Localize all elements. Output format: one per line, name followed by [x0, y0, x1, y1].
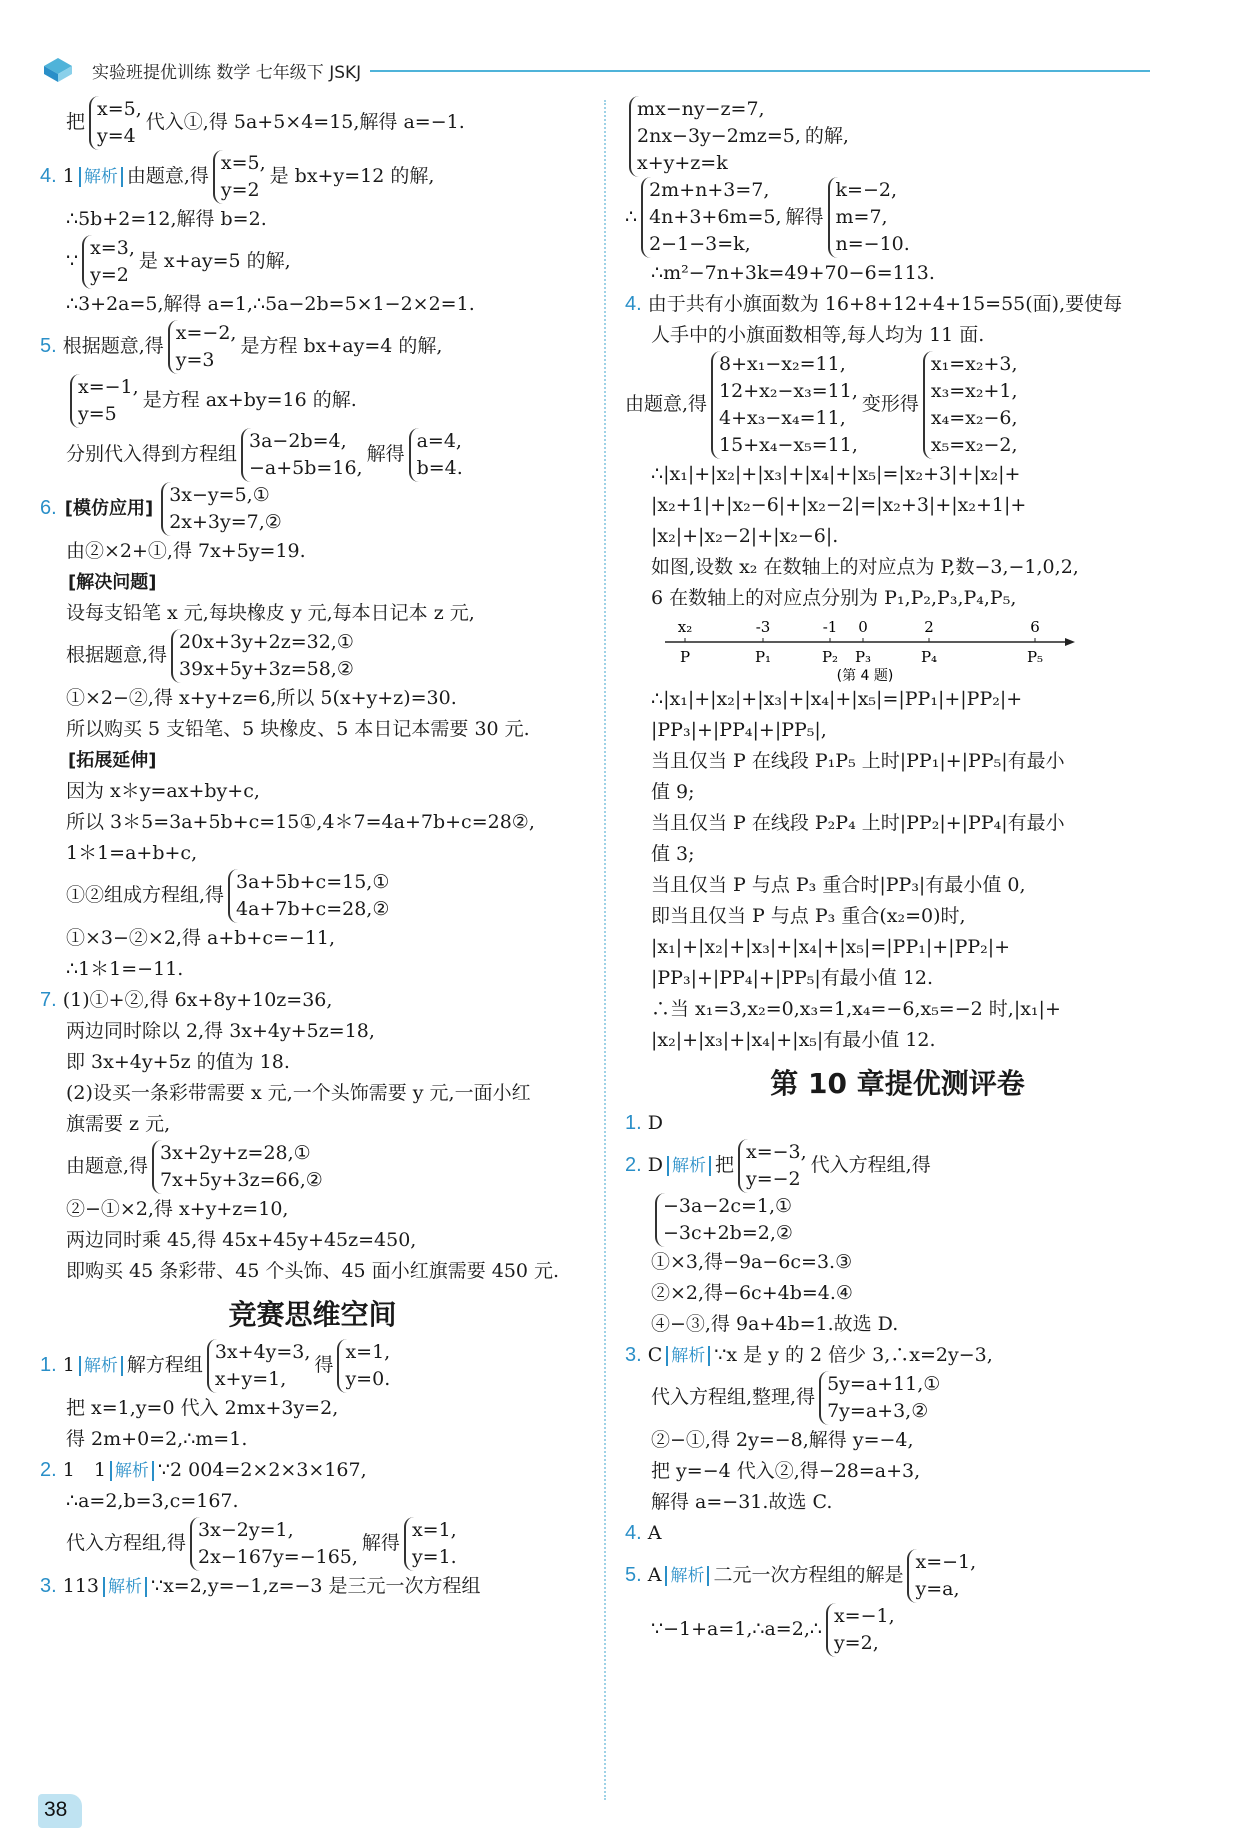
answer-text: 由②×2+①,得 7x+5y=19. [66, 540, 306, 562]
analysis-tag: 解析 [667, 1156, 711, 1176]
equation-line: n=−10. [835, 233, 910, 255]
item-number: 4. [625, 293, 642, 315]
equation-system [655, 1193, 793, 1247]
answer-text: 是 bx+y=12 的解, [269, 165, 435, 187]
answer-line [625, 1278, 1170, 1309]
book-logo-icon [40, 52, 76, 86]
equation-line: 20x+3y+2z=32,① [179, 631, 354, 653]
answer-text: 解得 [785, 205, 824, 228]
answer-text: 人手中的小旗面数相等,每人均为 11 面. [651, 324, 985, 346]
item-number: 2. [625, 1154, 642, 1176]
page-number: 38 [44, 1798, 68, 1821]
answer-line [40, 776, 585, 807]
answer-text: 所以 3＊5=3a+5b+c=15①,4＊7=4a+7b+c=28②, [66, 811, 535, 833]
answer-text: 值 3; [651, 843, 695, 865]
equation-line: x+y+z=k [637, 152, 728, 174]
answer-text: 当且仅当 P 在线段 P₁P₅ 上时|PP₁|+|PP₅|有最小 [651, 750, 1065, 772]
equation-line: x+y=1, [214, 1368, 287, 1390]
equation-line: 15+x₄−x₅=11, [719, 434, 858, 456]
answer-text: ②−①×2,得 x+y+z=10, [66, 1198, 289, 1220]
answer-line [625, 320, 1170, 351]
answer-text: 把 y=−4 代入②,得−28=a+3, [651, 1460, 921, 1482]
answer-line [625, 1025, 1170, 1056]
answer-line [40, 1486, 585, 1517]
equation-line: x=5, [220, 152, 266, 174]
answer-line [625, 932, 1170, 963]
answer-line [40, 289, 585, 320]
equation-system [207, 1339, 311, 1393]
answer-line [40, 1393, 585, 1424]
answer-line [625, 289, 1170, 320]
equation-line: a=4, [416, 430, 462, 452]
answer-text: 所以购买 5 支铅笔、5 块橡皮、5 本日记本需要 30 元. [66, 718, 530, 740]
equation-line: 3a+5b+c=15,① [236, 871, 390, 893]
item-number: 6. [40, 497, 57, 519]
answer-text: 二元一次方程组的解是 [713, 1564, 904, 1586]
equation-line: −3c+2b=2,② [663, 1222, 793, 1244]
answer-line [625, 746, 1170, 777]
answer-line [40, 96, 585, 150]
answer-text: 解得 a=−31.故选 C. [651, 1491, 833, 1513]
answer-line [625, 1603, 1170, 1657]
solution-system [828, 177, 910, 258]
item-number: 1. [625, 1112, 642, 1134]
answer-text: ∵−1+a=1,∴a=2,∴ [651, 1618, 822, 1640]
equation-system [819, 1371, 940, 1425]
equation-line: 4+x₃−x₄=11, [719, 407, 846, 429]
answer-text: 6 在数轴上的对应点分别为 P₁,P₂,P₃,P₄,P₅, [651, 587, 1017, 609]
answer-text: 1 [62, 1354, 75, 1376]
equation-system [168, 320, 237, 374]
arrow-right-icon [1065, 638, 1075, 646]
answer-text: ∴3+2a=5,解得 a=1,∴5a−2b=5×1−2×2=1. [66, 293, 475, 315]
equation-line: y=1. [411, 1546, 457, 1568]
answer-text: 即购买 45 条彩带、45 个头饰、45 面小红旗需要 450 元. [66, 1260, 560, 1282]
answer-text: |x₂+1|+|x₂−6|+|x₂−2|=|x₂+3|+|x₂+1|+ [651, 494, 1027, 516]
answer-line [625, 808, 1170, 839]
answer-text: D [647, 1154, 663, 1176]
equation-system [171, 629, 354, 683]
equation-line: x=−1, [78, 376, 139, 398]
answer-line [625, 1425, 1170, 1456]
answer-text: ②×2,得−6c+4b=4.④ [651, 1282, 853, 1304]
equation-line: 4n+3+6m=5, [649, 206, 782, 228]
answer-line [40, 567, 585, 598]
answer-line [625, 1340, 1170, 1371]
answer-line [625, 351, 1170, 459]
answer-line [40, 536, 585, 567]
answer-text: 两边同时乘 45,得 45x+45y+45z=450, [66, 1229, 417, 1251]
answer-text: 1 1 [62, 1459, 106, 1481]
answer-text: ∴m²−7n+3k=49+70−6=113. [651, 262, 935, 284]
answer-text: 当且仅当 P 在线段 P₂P₄ 上时|PP₂|+|PP₄|有最小 [651, 812, 1065, 834]
answer-text: |PP₃|+|PP₄|+|PP₅|, [651, 719, 827, 741]
answer-line [625, 777, 1170, 808]
answer-text: ①×3,得−9a−6c=3.③ [651, 1251, 853, 1273]
tick-label: -3 [755, 618, 771, 636]
answer-text: ①②组成方程组,得 [66, 884, 225, 906]
answer-text: 值 9; [651, 781, 695, 803]
answer-text: |x₂|+|x₂−2|+|x₂−6|. [651, 525, 839, 547]
tick-label: 0 [858, 618, 868, 636]
answer-line [40, 1047, 585, 1078]
page-number-badge [38, 1794, 82, 1828]
left-column [40, 96, 585, 1602]
answer-text: |PP₃|+|PP₄|+|PP₅|有最小值 12. [651, 967, 934, 989]
answer-line [625, 96, 1170, 177]
answer-text: C [647, 1344, 663, 1366]
equation-line: y=2 [220, 179, 260, 201]
item-number: 4. [625, 1522, 642, 1544]
answer-text: 解方程组 [126, 1354, 203, 1376]
solution-system [409, 428, 463, 482]
answer-line [625, 459, 1170, 490]
answer-line [625, 521, 1170, 552]
equation-line: 2x−167y=−165, [198, 1546, 358, 1568]
equation-system [70, 374, 139, 428]
equation-line: 3a−2b=4, [249, 430, 347, 452]
answer-text: (2)设买一条彩带需要 x 元,一个头饰需要 y 元,一面小红 [66, 1082, 531, 1104]
equation-line: −3a−2c=1,① [663, 1195, 793, 1217]
equation-line: 3x−2y=1, [198, 1519, 294, 1541]
answer-text: 根据题意,得 [62, 335, 164, 357]
answer-text: 代入方程组,得 [810, 1154, 931, 1176]
answer-line [40, 1571, 585, 1602]
answer-line [625, 1549, 1170, 1603]
equation-line: y=3 [175, 349, 215, 371]
answer-line [40, 1517, 585, 1571]
answer-line [40, 923, 585, 954]
answer-text: 设每支铅笔 x 元,每块橡皮 y 元,每本日记本 z 元, [66, 602, 475, 624]
answer-line [625, 870, 1170, 901]
equation-system [629, 96, 801, 177]
solution-system [923, 351, 1018, 459]
equation-system [228, 869, 389, 923]
answer-text: 是方程 bx+ay=4 的解, [240, 335, 443, 357]
equation-line: 3x+2y+z=28,① [160, 1142, 311, 1164]
answer-text: 的解, [804, 124, 849, 147]
answer-line [40, 374, 585, 428]
answer-text: 1 [62, 165, 75, 187]
equation-line: x=−2, [175, 322, 237, 344]
equation-line: x₄=x₂−6, [930, 407, 1018, 429]
equation-line: y=2 [90, 264, 129, 286]
answer-text: 由题意,得 [126, 165, 209, 187]
answer-text: 旗需要 z 元, [66, 1113, 171, 1135]
equation-line: 2m+n+3=7, [649, 179, 770, 201]
answer-line [625, 490, 1170, 521]
answer-line [40, 1225, 585, 1256]
equation-line: x₁=x₂+3, [930, 353, 1018, 375]
answer-line [625, 177, 1170, 258]
figure-caption: (第 4 题) [836, 668, 894, 684]
answer-text: 因为 x＊y=ax+by+c, [66, 780, 260, 802]
answer-line [40, 598, 585, 629]
answer-text: D [647, 1112, 663, 1134]
equation-line: y=a, [915, 1578, 960, 1600]
answer-line [625, 963, 1170, 994]
equation-system [738, 1139, 807, 1193]
answer-text: 分别代入得到方程组 [66, 443, 238, 465]
equation-line: x=−1, [915, 1551, 977, 1573]
answer-text: 由题意,得 [625, 393, 708, 415]
answer-line [625, 1139, 1170, 1193]
equation-line: y=2, [833, 1632, 879, 1654]
answer-line [40, 428, 585, 482]
item-number: 3. [40, 1575, 57, 1597]
equation-line: 39x+5y+3z=58,② [179, 658, 354, 680]
right-column [625, 96, 1170, 1657]
equation-system [190, 1517, 358, 1571]
answer-text: 变形得 [861, 393, 919, 415]
equation-line: 7y=a+3,② [827, 1400, 929, 1422]
point-label: P₃ [854, 648, 872, 666]
answer-line [40, 1194, 585, 1225]
subsection-tag: [解决问题] [68, 572, 157, 593]
answer-text: A [647, 1564, 662, 1586]
answer-text: |x₁|+|x₂|+|x₃|+|x₄|+|x₅|=|PP₁|+|PP₂|+ [651, 936, 1011, 958]
analysis-tag: 解析 [103, 1577, 147, 1597]
item-number: 3. [625, 1344, 642, 1366]
answer-line [625, 1247, 1170, 1278]
answer-text: ∵x=2,y=−1,z=−3 是三元一次方程组 [151, 1575, 481, 1597]
answer-text: 113 [62, 1575, 99, 1597]
equation-line: 7x+5y+3z=66,② [160, 1169, 323, 1191]
equation-line: x₅=x₂−2, [930, 434, 1018, 456]
point-label: P₅ [1026, 648, 1044, 666]
answer-text: ②−①,得 2y=−8,解得 y=−4, [651, 1429, 914, 1451]
analysis-tag: 解析 [110, 1461, 154, 1481]
item-number: 2. [40, 1459, 57, 1481]
section-heading: 竞赛思维空间 [228, 1298, 397, 1331]
answer-text: A [647, 1522, 662, 1544]
answer-line [40, 869, 585, 923]
equation-line: y=5 [78, 403, 117, 425]
equation-system [152, 1140, 323, 1194]
answer-line [40, 745, 585, 776]
analysis-tag: 解析 [79, 1356, 123, 1376]
answer-text: 得 [314, 1354, 334, 1376]
answer-text: 得 2m+0=2,∴m=1. [66, 1428, 248, 1450]
answer-text: 代入①,得 5a+5×4=15,解得 a=−1. [145, 111, 465, 133]
number-line [655, 614, 1075, 684]
equation-line: 2−1−3=k, [649, 233, 751, 255]
answer-text: (1)①+②,得 6x+8y+10z=36, [62, 989, 333, 1011]
equation-line: x₃=x₂+1, [930, 380, 1018, 402]
equation-system [641, 177, 781, 258]
item-number: 7. [40, 989, 57, 1011]
answer-line [40, 954, 585, 985]
answer-text: ∴|x₁|+|x₂|+|x₃|+|x₄|+|x₅|=|x₂+3|+|x₂|+ [651, 463, 1021, 485]
answer-text: 即 3x+4y+5z 的值为 18. [66, 1051, 290, 1073]
equation-line: x=1, [345, 1341, 391, 1363]
answer-line [625, 1518, 1170, 1549]
section-heading: 第 10 章提优测评卷 [770, 1067, 1025, 1100]
point-label: P₁ [754, 648, 772, 666]
equation-line: x=−3, [745, 1141, 807, 1163]
answer-line [40, 482, 585, 536]
equation-line: 8+x₁−x₂=11, [719, 353, 846, 375]
solution-system [337, 1339, 390, 1393]
equation-system [711, 351, 858, 459]
header-rule [370, 70, 1150, 72]
answer-line [40, 204, 585, 235]
answer-text: 解得 [366, 443, 405, 465]
answer-line [40, 1109, 585, 1140]
tick-label: 6 [1030, 618, 1040, 636]
equation-line: k=−2, [835, 179, 897, 201]
analysis-tag: 解析 [665, 1566, 709, 1586]
answer-line [40, 683, 585, 714]
answer-text: ∴a=2,b=3,c=167. [66, 1490, 239, 1512]
answer-line [625, 1487, 1170, 1518]
equation-line: 4a+7b+c=28,② [236, 898, 390, 920]
analysis-tag: 解析 [666, 1346, 710, 1366]
answer-line [625, 715, 1170, 746]
answer-text: ∴当 x₁=3,x₂=0,x₃=1,x₄=−6,x₅=−2 时,|x₁|+ [651, 998, 1061, 1020]
equation-system [826, 1603, 895, 1657]
answer-text: ∴|x₁|+|x₂|+|x₃|+|x₄|+|x₅|=|PP₁|+|PP₂|+ [651, 688, 1023, 710]
answer-line [40, 1256, 585, 1287]
equation-line: x=5, [97, 98, 142, 120]
equation-line: 5y=a+11,① [827, 1373, 941, 1395]
column-divider [604, 100, 606, 1800]
answer-line [40, 1339, 585, 1393]
answer-line [40, 985, 585, 1016]
answer-text: 由题意,得 [66, 1155, 149, 1177]
answer-line [40, 150, 585, 204]
answer-text: 两边同时除以 2,得 3x+4y+5z=18, [66, 1020, 375, 1042]
answer-line [40, 1424, 585, 1455]
book-title: 实验班提优训练 数学 七年级下 JSKJ [92, 63, 362, 83]
answer-line [40, 807, 585, 838]
answer-line [625, 552, 1170, 583]
answer-line [40, 235, 585, 289]
equation-system [89, 96, 142, 150]
tick-label: -1 [822, 618, 838, 636]
page-header [40, 52, 1150, 86]
answer-line [625, 684, 1170, 715]
answer-line [40, 629, 585, 683]
answer-line [40, 1078, 585, 1109]
answer-line [625, 839, 1170, 870]
answer-line [625, 1108, 1170, 1139]
equation-line: b=4. [416, 457, 463, 479]
equation-system [213, 150, 266, 204]
answer-line [625, 1456, 1170, 1487]
answer-line [40, 838, 585, 869]
answer-text: 是 x+ay=5 的解, [138, 250, 291, 272]
equation-line: 3x+4y=3, [214, 1341, 311, 1363]
answer-line [625, 1193, 1170, 1247]
equation-line: 2x+3y=7,② [169, 511, 282, 533]
answer-line [625, 258, 1170, 289]
answer-text: ∴ [625, 205, 638, 228]
equation-system [161, 482, 282, 536]
point-label: P [679, 648, 691, 666]
equation-line: 12+x₂−x₃=11, [719, 380, 858, 402]
analysis-tag: 解析 [79, 167, 123, 187]
answer-text: 即当且仅当 P 与点 P₃ 重合(x₂=0)时, [651, 905, 966, 927]
answer-text: ∵ [66, 250, 79, 272]
answer-text: 代入方程组,整理,得 [651, 1386, 816, 1408]
answer-line [40, 714, 585, 745]
answer-text: ∵x 是 y 的 2 倍少 3,∴x=2y−3, [714, 1344, 993, 1366]
answer-line [40, 320, 585, 374]
equation-system [82, 235, 135, 289]
equation-line: x=1, [411, 1519, 457, 1541]
equation-line: y=−2 [745, 1168, 801, 1190]
solution-system [404, 1517, 457, 1571]
answer-line [625, 901, 1170, 932]
tick-label: 2 [924, 618, 934, 636]
answer-line [625, 994, 1170, 1025]
answer-text: 由于共有小旗面数为 16+8+12+4+15=55(面),要使每 [647, 293, 1123, 315]
equation-line: 2nx−3y−2mz=5, [637, 125, 801, 147]
equation-line: x=−1, [833, 1605, 895, 1627]
answer-text: ①×3−②×2,得 a+b+c=−11, [66, 927, 336, 949]
item-number: 5. [40, 335, 57, 357]
equation-system [907, 1549, 976, 1603]
equation-line: x=3, [90, 237, 135, 259]
answer-line [40, 1455, 585, 1486]
answer-line [40, 1140, 585, 1194]
answer-text: 代入方程组,得 [66, 1532, 187, 1554]
answer-text: ∴1＊1=−11. [66, 958, 184, 980]
answer-text: 把 x=1,y=0 代入 2mx+3y=2, [66, 1397, 339, 1419]
answer-line [40, 1016, 585, 1047]
answer-text: 是方程 ax+by=16 的解. [142, 389, 357, 411]
answer-text: 当且仅当 P 与点 P₃ 重合时|PP₃|有最小值 0, [651, 874, 1026, 896]
equation-line: y=4 [97, 125, 136, 147]
answer-text: ④−③,得 9a+4b=1.故选 D. [651, 1313, 899, 1335]
item-number: 1. [40, 1354, 57, 1376]
answer-text: 把 [714, 1154, 734, 1176]
equation-line: mx−ny−z=7, [637, 98, 765, 120]
answer-text: 根据题意,得 [66, 644, 168, 666]
answer-line [625, 1309, 1170, 1340]
answer-text: 把 [66, 111, 86, 133]
point-label: P₂ [821, 648, 839, 666]
answer-text: |x₂|+|x₃|+|x₄|+|x₅|有最小值 12. [651, 1029, 936, 1051]
answer-line [625, 1371, 1170, 1425]
answer-text: ∴5b+2=12,解得 b=2. [66, 208, 267, 230]
point-label: P₄ [920, 648, 938, 666]
tick-label: x₂ [677, 618, 693, 636]
answer-line [625, 583, 1170, 614]
answer-text: ①×2−②,得 x+y+z=6,所以 5(x+y+z)=30. [66, 687, 457, 709]
answer-text: ∵2 004=2×2×3×167, [157, 1459, 367, 1481]
number-line-figure [655, 614, 1075, 684]
equation-line: m=7, [835, 206, 888, 228]
equation-line: 3x−y=5,① [169, 484, 270, 506]
equation-system [241, 428, 363, 482]
answer-text: 1＊1=a+b+c, [66, 842, 198, 864]
item-number: 4. [40, 165, 57, 187]
subsection-tag: [模仿应用] [64, 498, 154, 519]
item-number: 5. [625, 1564, 642, 1586]
subsection-tag: [拓展延伸] [68, 750, 157, 771]
answer-text: 解得 [361, 1532, 400, 1554]
answer-text: 如图,设数 x₂ 在数轴上的对应点为 P,数−3,−1,0,2, [651, 556, 1079, 578]
equation-line: y=0. [345, 1368, 391, 1390]
equation-line: −a+5b=16, [249, 457, 363, 479]
